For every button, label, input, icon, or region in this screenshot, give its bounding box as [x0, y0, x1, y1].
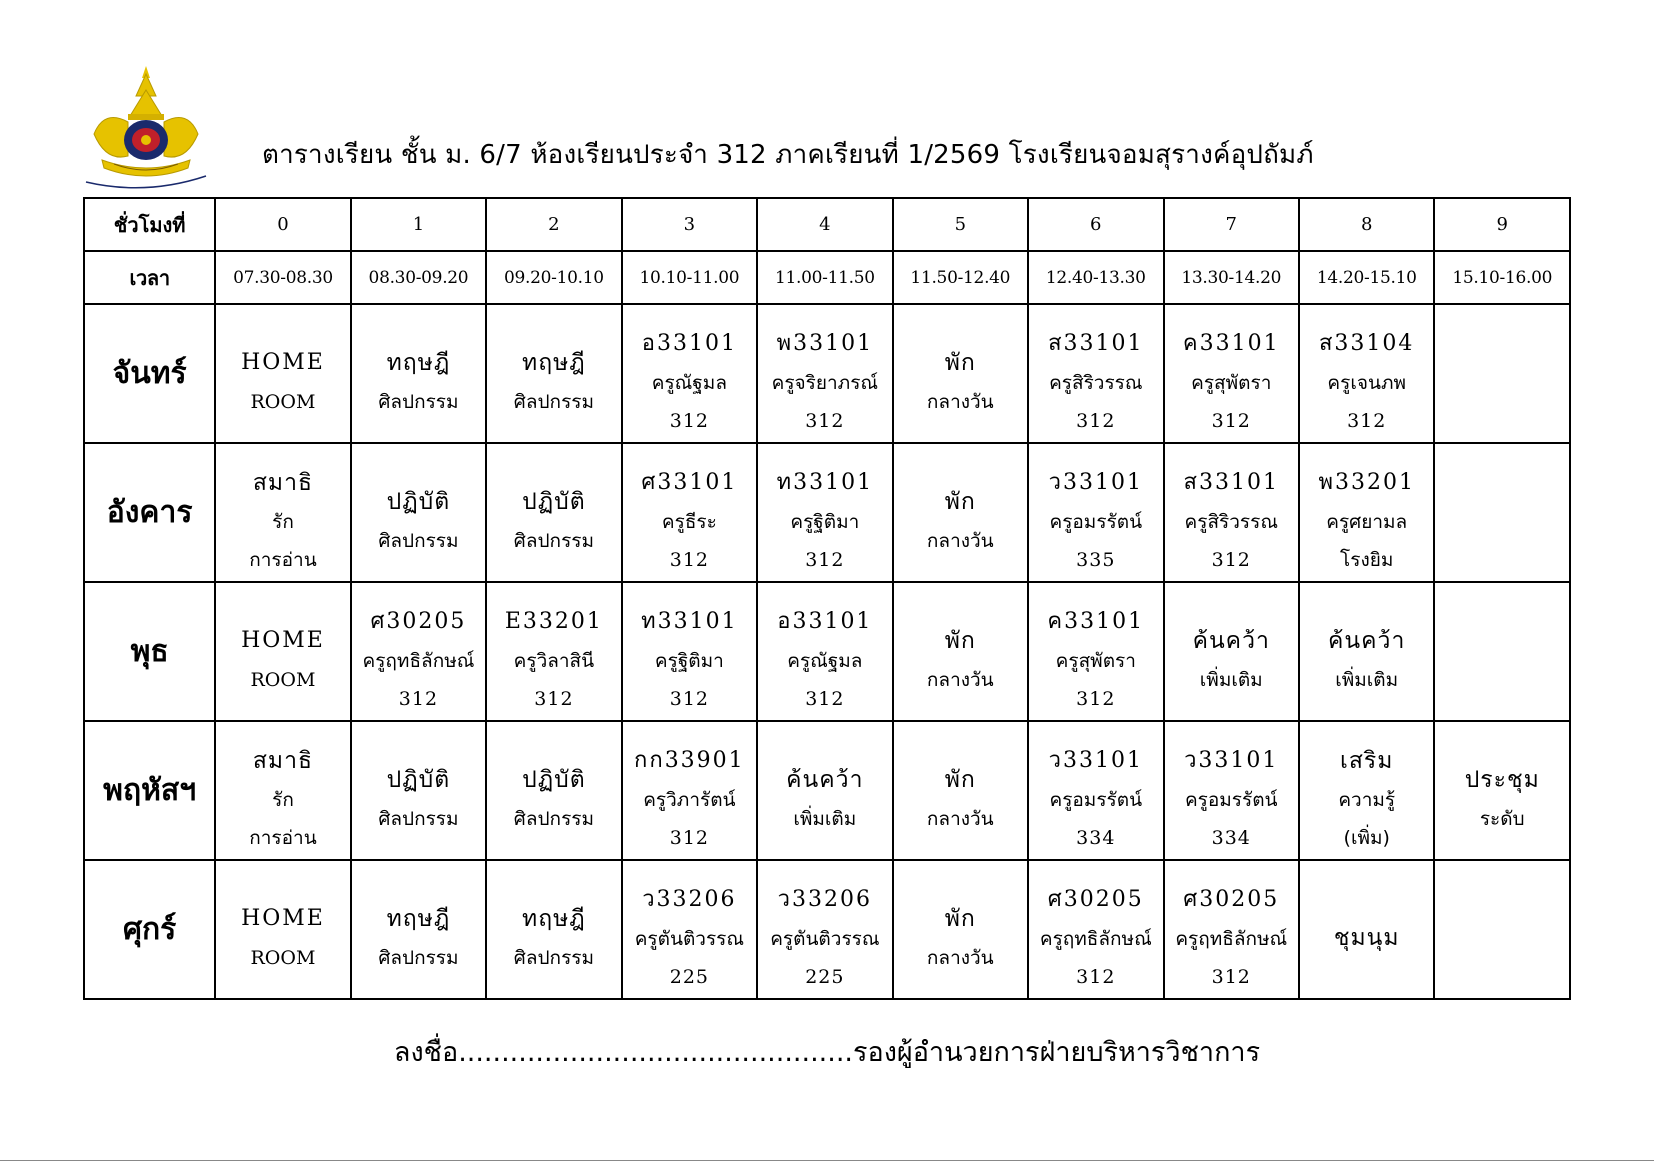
schedule-cell	[1299, 582, 1434, 721]
teacher-text: ครูณัฐมล	[651, 371, 727, 394]
teacher-text: ศิลปกรรม	[378, 946, 459, 969]
time-cell: 09.20-10.10	[486, 251, 621, 304]
signature-line	[0, 1030, 1654, 1073]
period-cell: 7	[1164, 198, 1299, 251]
schedule-cell	[1028, 443, 1163, 582]
schedule-cell	[215, 860, 350, 999]
room-text: 312	[1211, 548, 1251, 571]
teacher-text: ครูอมรรัตน์	[1049, 510, 1143, 533]
room-text: การอ่าน	[249, 826, 317, 849]
schedule-cell	[1299, 443, 1434, 582]
period-cell: 5	[893, 198, 1028, 251]
subject-text: ค33101	[1182, 330, 1280, 356]
schedule-cell	[893, 860, 1028, 999]
schedule-cell	[351, 721, 486, 860]
room-text: 312	[398, 687, 439, 710]
schedule-cell	[1164, 304, 1299, 443]
teacher-text: เพิ่มเติม	[1199, 668, 1263, 691]
room-text: 312	[1347, 409, 1387, 432]
schedule-cell	[1164, 443, 1299, 582]
subject-text: E33201	[504, 608, 603, 634]
room-text: 312	[1076, 965, 1116, 988]
subject-text: สมาธิ	[252, 747, 314, 774]
subject-text: ศ30205	[1047, 886, 1144, 912]
teacher-text: ศิลปกรรม	[378, 529, 459, 552]
subject-text: พ33101	[776, 330, 874, 356]
period-cell: 1	[351, 198, 486, 251]
teacher-text: ครูเจนภพ	[1327, 371, 1407, 394]
subject-text: ว33101	[1184, 747, 1279, 773]
subject-text: พัก	[944, 488, 976, 515]
teacher-text: กลางวัน	[926, 807, 994, 830]
subject-text: ศ30205	[1183, 886, 1280, 912]
day-header: พุธ	[84, 582, 215, 721]
teacher-text: ศิลปกรรม	[513, 946, 594, 969]
teacher-text: ครูอมรรัตน์	[1184, 788, 1278, 811]
time-cell: 11.00-11.50	[757, 251, 892, 304]
room-text: 312	[805, 687, 845, 710]
subject-text: ศ30205	[370, 608, 467, 634]
schedule-cell	[757, 443, 892, 582]
teacher-text: กลางวัน	[926, 946, 994, 969]
schedule-cell	[1164, 860, 1299, 999]
teacher-text: ศิลปกรรม	[513, 807, 594, 830]
schedule-cell	[893, 443, 1028, 582]
teacher-text: ครูอมรรัตน์	[1049, 788, 1143, 811]
subject-text: ส33101	[1183, 469, 1279, 495]
teacher-text: ครูจริยาภรณ์	[771, 371, 879, 394]
schedule-cell	[351, 443, 486, 582]
subject-text: ปฏิบัติ	[522, 766, 586, 793]
subject-text: ส33104	[1319, 330, 1415, 356]
subject-text: HOME	[241, 627, 325, 653]
day-row	[84, 721, 1570, 860]
day-row	[84, 443, 1570, 582]
subject-text: พัก	[944, 349, 976, 376]
room-text: 312	[669, 826, 709, 849]
schedule-cell	[757, 860, 892, 999]
schedule-cell	[351, 582, 486, 721]
subject-text: ว33206	[642, 886, 737, 912]
teacher-text: ครูณัฐมล	[787, 649, 863, 672]
teacher-text: เพิ่มเติม	[1335, 668, 1399, 691]
page-bottom-rule	[0, 1160, 1654, 1161]
teacher-text: ศิลปกรรม	[378, 390, 459, 413]
teacher-text: ศิลปกรรม	[513, 390, 594, 413]
teacher-text: ความรู้	[1338, 788, 1396, 811]
teacher-text: ครูวิลาสินี	[513, 649, 595, 672]
schedule-cell	[351, 860, 486, 999]
room-text: 312	[669, 687, 709, 710]
page-title: ตารางเรียน ชั้น ม. 6/7 ห้องเรียนประจำ 312 ภาคเรียนที่ 1/2569 โรงเรียนจอมสุรางค์อุปถัมภ์	[262, 140, 1314, 170]
schedule-cell	[1028, 304, 1163, 443]
teacher-text: ศิลปกรรม	[513, 529, 594, 552]
period-cell: 2	[486, 198, 621, 251]
schedule-cell	[757, 721, 892, 860]
subject-text: พัก	[944, 766, 976, 793]
teacher-text: เพิ่มเติม	[793, 807, 857, 830]
subject-text: ปฏิบัติ	[522, 488, 586, 515]
subject-text: HOME	[241, 349, 325, 375]
day-row	[84, 304, 1570, 443]
schedule-cell	[1299, 304, 1434, 443]
room-text: 334	[1076, 826, 1116, 849]
schedule-cell	[622, 582, 757, 721]
teacher-text: ครูตันติวรรณ	[770, 927, 880, 950]
room-text: 312	[669, 409, 709, 432]
subject-text: ว33206	[777, 886, 873, 912]
time-cell: 10.10-11.00	[622, 251, 757, 304]
room-text: 312	[805, 409, 845, 432]
schedule-cell	[1434, 860, 1570, 999]
subject-text: ค้นคว้า	[1192, 627, 1270, 654]
schedule-cell	[893, 304, 1028, 443]
schedule-cell	[1434, 582, 1570, 721]
time-row-header: เวลา	[84, 251, 215, 304]
subject-text: ชุมนุม	[1333, 924, 1400, 951]
subject-text: อ33101	[641, 330, 737, 356]
subject-text: ท33101	[641, 608, 738, 634]
room-text: การอ่าน	[249, 548, 317, 571]
schedule-cell	[1164, 582, 1299, 721]
subject-text: ทฤษฎี	[386, 349, 451, 376]
teacher-text: กลางวัน	[926, 668, 994, 691]
period-row	[84, 198, 1570, 251]
subject-text: พัก	[944, 627, 976, 654]
schedule-cell	[622, 304, 757, 443]
subject-text: ปฏิบัติ	[386, 766, 451, 793]
day-header: อังคาร	[84, 443, 215, 582]
schedule-cell	[351, 304, 486, 443]
teacher-text: กลางวัน	[926, 529, 994, 552]
room-text: 312	[1211, 409, 1251, 432]
schedule-cell	[1434, 304, 1570, 443]
time-cell: 14.20-15.10	[1299, 251, 1434, 304]
timetable	[83, 197, 1571, 1000]
subject-text: กก33901	[634, 747, 745, 773]
teacher-text: ศิลปกรรม	[378, 807, 459, 830]
subject-text: อ33101	[777, 608, 873, 634]
teacher-text: ครูฐิติมา	[790, 510, 860, 533]
room-text: 335	[1076, 548, 1116, 571]
teacher-text: ครูสิริวรรณ	[1049, 371, 1143, 394]
schedule-cell	[622, 860, 757, 999]
teacher-text: ครูตันติวรรณ	[634, 927, 745, 950]
period-cell: 0	[215, 198, 350, 251]
teacher-text: รัก	[272, 510, 294, 533]
signature-prefix: ลงชื่อ	[393, 1037, 459, 1068]
time-cell: 08.30-09.20	[351, 251, 486, 304]
room-text: โรงยิม	[1340, 548, 1394, 571]
schedule-cell	[622, 721, 757, 860]
signature-dots: ..............................................	[458, 1037, 853, 1068]
schedule-cell	[1299, 860, 1434, 999]
room-text: 312	[534, 687, 574, 710]
teacher-text: ระดับ	[1479, 807, 1525, 830]
time-cell: 11.50-12.40	[893, 251, 1028, 304]
teacher-text: ครูศยามล	[1326, 510, 1408, 533]
subject-text: พัก	[944, 905, 976, 932]
schedule-cell	[1164, 721, 1299, 860]
subject-text: ค้นคว้า	[786, 766, 864, 793]
subject-text: สมาธิ	[252, 469, 314, 496]
schedule-cell	[757, 304, 892, 443]
subject-text: พ33201	[1318, 469, 1415, 495]
school-logo	[84, 64, 209, 194]
time-row	[84, 251, 1570, 304]
subject-text: ว33101	[1048, 469, 1143, 495]
day-row	[84, 860, 1570, 999]
subject-text: ปฏิบัติ	[386, 488, 451, 515]
period-cell: 3	[622, 198, 757, 251]
teacher-text: กลางวัน	[926, 390, 994, 413]
day-header: ศุกร์	[84, 860, 215, 999]
period-cell: 9	[1434, 198, 1570, 251]
schedule-cell	[1028, 860, 1163, 999]
schedule-cell	[1028, 582, 1163, 721]
schedule-cell	[215, 582, 350, 721]
day-row	[84, 582, 1570, 721]
schedule-cell	[622, 443, 757, 582]
teacher-text: ครูสุพัตรา	[1191, 371, 1272, 394]
subject-text: ทฤษฎี	[522, 905, 586, 932]
teacher-text: ครูสุพัตรา	[1055, 649, 1136, 672]
room-text: 312	[669, 548, 709, 571]
day-header: พฤหัสฯ	[84, 721, 215, 860]
room-text: 312	[1211, 965, 1251, 988]
schedule-cell	[215, 304, 350, 443]
schedule-cell	[1299, 721, 1434, 860]
teacher-text: ครูฤทธิลักษณ์	[362, 649, 475, 672]
period-cell: 6	[1028, 198, 1163, 251]
subject-text: ทฤษฎี	[386, 905, 451, 932]
schedule-cell	[486, 582, 621, 721]
teacher-text: ครูฤทธิลักษณ์	[1175, 927, 1288, 950]
teacher-text: ครูวิภารัตน์	[643, 788, 736, 811]
room-text: 225	[669, 965, 709, 988]
period-cell: 4	[757, 198, 892, 251]
schedule-cell	[215, 721, 350, 860]
subject-text: ส33101	[1048, 330, 1144, 356]
period-cell: 8	[1299, 198, 1434, 251]
schedule-cell	[1434, 721, 1570, 860]
subject-text: ประชุม	[1464, 766, 1540, 793]
subject-text: ท33101	[776, 469, 874, 495]
schedule-cell	[486, 443, 621, 582]
subject-text: เสริม	[1340, 747, 1394, 774]
teacher-text: ครูสิริวรรณ	[1184, 510, 1278, 533]
subject-text: ทฤษฎี	[522, 349, 586, 376]
teacher-text: รัก	[272, 788, 294, 811]
schedule-cell	[486, 860, 621, 999]
room-text: 312	[1076, 409, 1116, 432]
teacher-text: ROOM	[250, 946, 316, 969]
day-header: จันทร์	[84, 304, 215, 443]
room-text: 334	[1211, 826, 1251, 849]
time-cell: 12.40-13.30	[1028, 251, 1163, 304]
schedule-cell	[1028, 721, 1163, 860]
schedule-cell	[215, 443, 350, 582]
teacher-text: ครูธีระ	[661, 510, 717, 533]
school-emblem-icon	[84, 64, 209, 194]
schedule-cell	[757, 582, 892, 721]
room-text: 225	[805, 965, 845, 988]
time-cell: 13.30-14.20	[1164, 251, 1299, 304]
teacher-text: ครูฐิติมา	[654, 649, 724, 672]
subject-text: ค้นคว้า	[1328, 627, 1406, 654]
subject-text: ค33101	[1047, 608, 1145, 634]
teacher-text: ครูฤทธิลักษณ์	[1039, 927, 1152, 950]
signature-title: รองผู้อำนวยการฝ่ายบริหารวิชาการ	[852, 1037, 1261, 1068]
time-cell: 07.30-08.30	[215, 251, 350, 304]
subject-text: ว33101	[1048, 747, 1143, 773]
schedule-cell	[893, 721, 1028, 860]
room-text: 312	[1076, 687, 1116, 710]
teacher-text: ROOM	[250, 390, 316, 413]
subject-text: ศ33101	[641, 469, 738, 495]
schedule-cell	[486, 304, 621, 443]
room-text: (เพิ่ม)	[1343, 826, 1390, 849]
schedule-cell	[893, 582, 1028, 721]
subject-text: HOME	[241, 905, 325, 931]
teacher-text: ROOM	[250, 668, 316, 691]
period-row-header: ชั่วโมงที่	[84, 198, 215, 251]
schedule-cell	[486, 721, 621, 860]
room-text: 312	[805, 548, 845, 571]
time-cell: 15.10-16.00	[1434, 251, 1570, 304]
schedule-cell	[1434, 443, 1570, 582]
